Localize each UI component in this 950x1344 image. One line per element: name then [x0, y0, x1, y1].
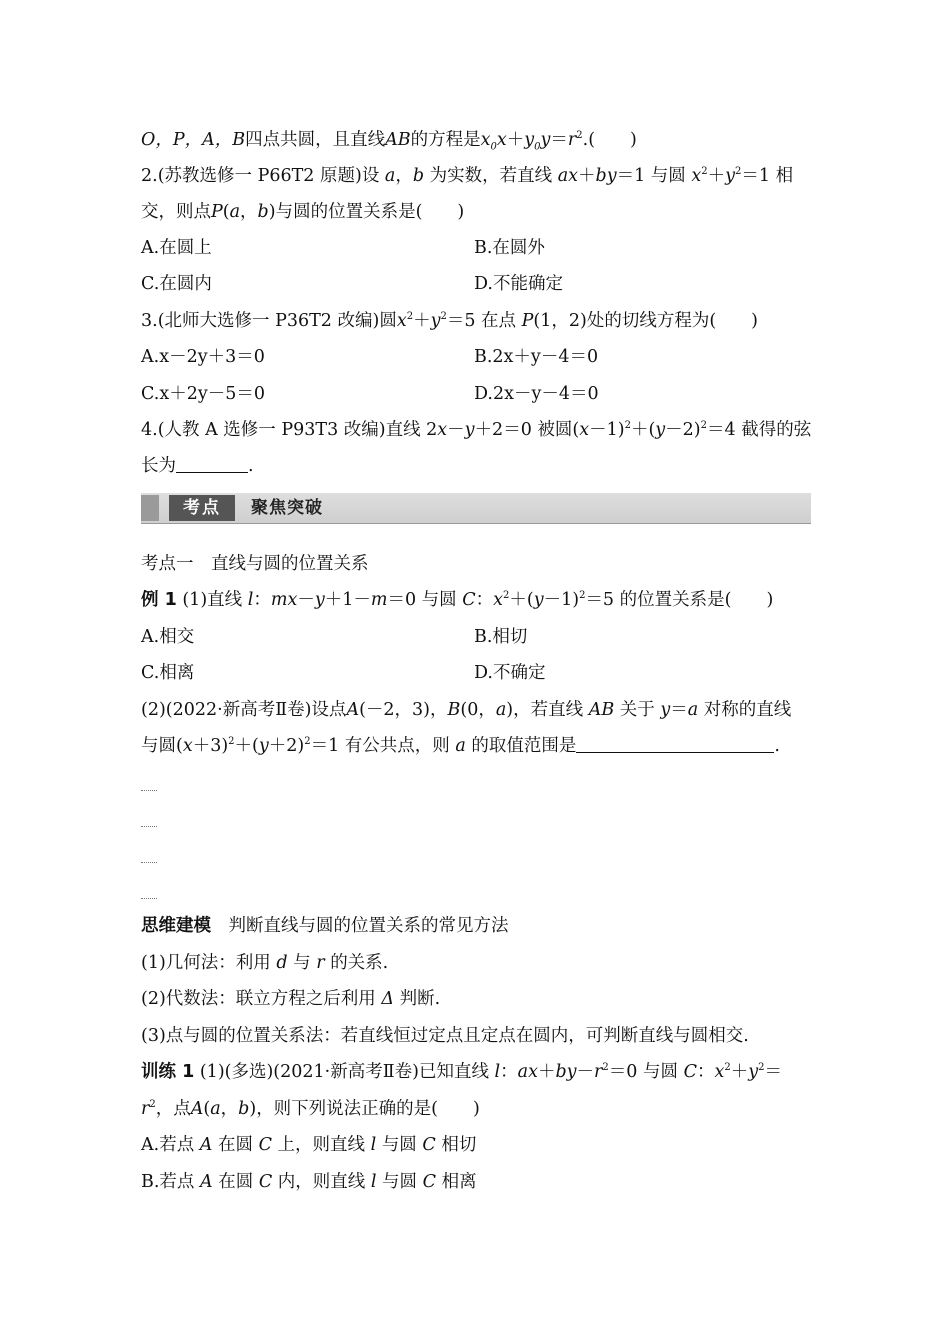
option-a: A.x－2y＋3＝0 — [141, 347, 265, 367]
option-c: C.x＋2y－5＝0 — [141, 384, 265, 404]
text: 判断. — [399, 989, 441, 1009]
text: (1，2)处的切线方程为( ) — [533, 311, 758, 331]
math-equation: $x_0x$ — [480, 130, 507, 153]
dotted-mark — [141, 862, 157, 863]
text: ＋2＝0 被圆 — [474, 420, 573, 440]
top-line: O，P，A，B四点共圆，且直线AB的方程是$x_0x+y_0y=r^2$.( ) — [141, 130, 637, 153]
text: 判断直线与圆的位置关系的常见方法 — [228, 916, 509, 936]
banner-stub — [141, 495, 159, 521]
text: )，若直线 — [506, 700, 584, 720]
text: ＝5 在点 — [446, 311, 517, 331]
text: 的取值范围是 — [471, 736, 577, 756]
text: 的方程是 — [410, 130, 481, 150]
q2-option-d — [474, 272, 563, 296]
text: ＝5 的位置关系是( ) — [585, 590, 774, 610]
q2-line1: 2.(苏教选修一 P66T2 原题)设 a，b 为实数，若直线 ax＋by＝1 与圆 $x^2+y^2=1$ 相 — [141, 166, 794, 186]
text: ＝1 相 — [741, 166, 794, 186]
option-b: B.在圆外 — [474, 238, 545, 258]
banner-tag: 考点 — [169, 495, 235, 521]
q3-option-b — [474, 345, 598, 369]
q3-option-c — [141, 382, 265, 406]
text: (2)代数法：联立方程之后利用 — [141, 989, 376, 1009]
training1-line1: 训练 1 (1)(多选)(2021·新高考Ⅱ卷)已知直线 l：$ax+by-r^2=0$ 与圆 C：$x^2+y^2=$ — [141, 1062, 782, 1082]
example-label: 例 1 — [141, 590, 177, 610]
text: ＝1 与圆 — [616, 166, 686, 186]
banner-title: 聚焦突破 — [251, 498, 323, 518]
training1-option-b: B.若点 A 在圆 C 内，则直线 l 与圆 C 相离 — [141, 1172, 477, 1192]
q2-option-b — [474, 236, 545, 260]
text: . — [774, 736, 780, 756]
q2-option-c — [141, 272, 212, 296]
text: .( ) — [582, 130, 637, 150]
text: 与 — [293, 953, 311, 973]
math-ab: AB — [385, 130, 411, 150]
section-title — [141, 552, 369, 576]
text: (3)点与圆的位置关系法：若直线恒过定点且定点在圆内，可判断直线与圆相交. — [141, 1026, 749, 1046]
math: r — [567, 130, 577, 150]
example1-option-a — [141, 625, 194, 649]
text: 对称的直线 — [703, 700, 792, 720]
text: 长为 — [141, 456, 176, 476]
option-b: B.2x＋y－4＝0 — [474, 347, 599, 367]
q3-line1: 3.(北师大选修一 P36T2 改编)圆$x^2+y^2=5$ 在点 P(1，2)处的切线方程为( ) — [141, 311, 758, 331]
thinking-item-3 — [141, 1024, 749, 1048]
q3-option-a — [141, 345, 265, 369]
q2-line2: 交，则点P(a，b)与圆的位置关系是( ) — [141, 202, 465, 222]
option-b: B.相切 — [474, 627, 528, 647]
text: ＝ — [764, 1062, 782, 1082]
text: 在圆 — [218, 1135, 253, 1155]
text: 交，则点 — [141, 202, 211, 222]
text: . — [248, 456, 254, 476]
q3-option-d — [474, 382, 599, 406]
thinking-label: 思维建模 — [141, 916, 211, 936]
text: ，则下列说法正确的是( ) — [256, 1099, 480, 1119]
answer-blank[interactable] — [576, 735, 774, 753]
text: 在圆 — [218, 1172, 254, 1192]
text: 与圆的位置关系是( ) — [275, 202, 465, 222]
text: 4.(人教 A 选修一 P93T3 改编)直线 2 — [141, 420, 438, 440]
text: 上，则直线 — [277, 1135, 366, 1155]
text: ＝0 与圆 — [387, 590, 457, 610]
training-label: 训练 1 — [141, 1062, 195, 1082]
text: 为实数，若直线 — [429, 166, 553, 186]
example1-option-c — [141, 661, 194, 685]
text: (1)直线 — [182, 590, 243, 610]
thinking-heading — [141, 914, 509, 938]
q4-line2 — [141, 454, 254, 478]
text: ＝1 有公共点，则 — [310, 736, 450, 756]
text: ，点 — [155, 1099, 191, 1119]
text: 相切 — [441, 1135, 477, 1155]
dotted-mark — [141, 790, 157, 791]
option-d: D.不确定 — [474, 663, 546, 683]
option-d: D.2x－y－4＝0 — [474, 384, 599, 404]
option-c: C.在圆内 — [141, 274, 212, 294]
text: 与圆 — [381, 1135, 417, 1155]
example1-part1: 例 1 (1)直线 l：mx－y＋1－m＝0 与圆 C：$x^2+(y-1)^2=5$ 的位置关系是( ) — [141, 590, 774, 610]
answer-blank[interactable] — [176, 455, 248, 473]
option-a: A.在圆上 — [141, 238, 212, 258]
training1-line2: $r^2$，点A(a，b)，则下列说法正确的是( ) — [141, 1099, 480, 1119]
text: 与圆 — [141, 736, 176, 756]
q2-option-a — [141, 236, 212, 260]
text: 3.(北师大选修一 P36T2 改编)圆 — [141, 311, 397, 331]
dotted-mark — [141, 898, 157, 899]
thinking-item-2: (2)代数法：联立方程之后利用 Δ 判断. — [141, 989, 441, 1009]
section-banner — [141, 493, 811, 524]
example1-part2-line2: 与圆$(x+3)^2+(y+2)^2=1$ 有公共点，则 a 的取值范围是 . — [141, 736, 780, 756]
example1-option-d — [474, 661, 545, 685]
q4-line1: 4.(人教 A 选修一 P93T3 改编)直线 2x－y＋2＝0 被圆$(x-1)^2+(y-2)^2=4$ 截得的弦 — [141, 420, 812, 440]
dotted-mark — [141, 826, 157, 827]
text: (2)(2022·新高考Ⅱ卷)设点 — [141, 700, 347, 720]
example1-part2-line1: (2)(2022·新高考Ⅱ卷)设点A(－2，3)，B(0，a)，若直线 AB 关于 y＝a 对称的直线 — [141, 700, 792, 720]
option-a: A.相交 — [141, 627, 195, 647]
points-text: O，P，A，B — [141, 130, 246, 150]
training1-option-a: A.若点 A 在圆 C 上，则直线 l 与圆 C 相切 — [141, 1135, 477, 1155]
option-c: C.相离 — [141, 663, 195, 683]
text: (1)几何法：利用 — [141, 953, 271, 973]
text: ＝0 与圆 — [608, 1062, 678, 1082]
text: 与圆 — [382, 1172, 418, 1192]
text: 相离 — [441, 1172, 477, 1192]
text: B.若点 — [141, 1172, 195, 1192]
text: 四点共圆，且直线 — [245, 130, 386, 150]
text: 考点一 直线与圆的位置关系 — [141, 554, 369, 574]
text: 内，则直线 — [277, 1172, 366, 1192]
math: $y_0y$ — [524, 130, 551, 153]
text: (－2，3)， — [359, 700, 448, 720]
text: A.若点 — [141, 1135, 195, 1155]
text: 的关系. — [330, 953, 389, 973]
text: 关于 — [619, 700, 655, 720]
example1-option-b — [474, 625, 527, 649]
thinking-item-1: (1)几何法：利用 d 与 r 的关系. — [141, 953, 389, 973]
text: 2.(苏教选修一 P66T2 原题)设 — [141, 166, 380, 186]
text: ＝4 截得的弦 — [707, 420, 812, 440]
text: (1)(多选)(2021·新高考Ⅱ卷)已知直线 — [199, 1062, 489, 1082]
option-d: D.不能确定 — [474, 274, 563, 294]
text: (0， — [460, 700, 496, 720]
